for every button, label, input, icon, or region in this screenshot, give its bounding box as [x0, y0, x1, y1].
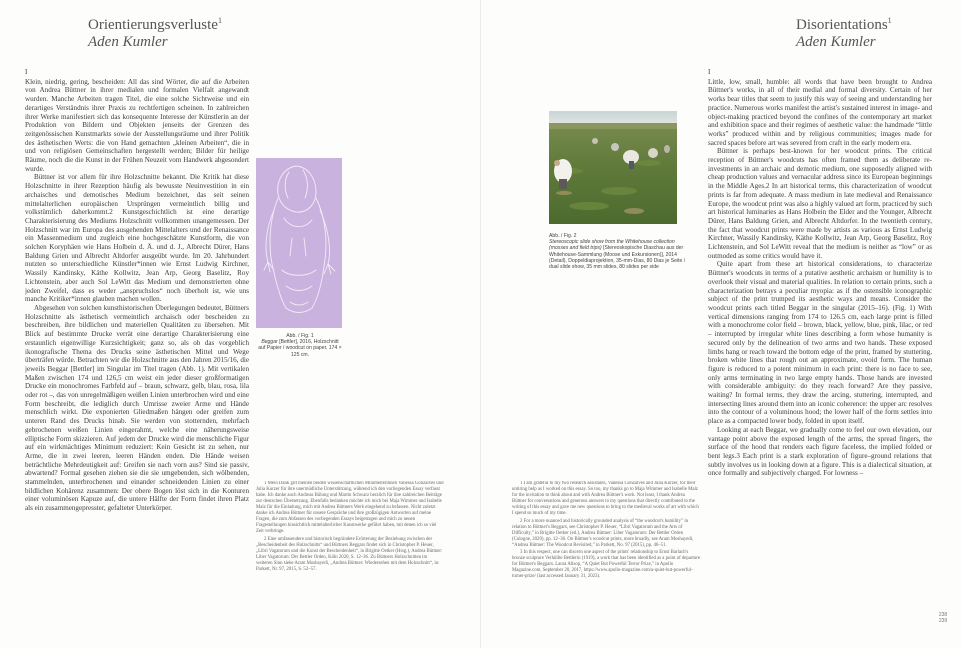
left-footnote-2: 2 Eine umfassendere und historisch begründete Erörterung der Beziehung zwischen der „Bescheidenheit des Holzschnitts“ und Büttners Beggars findet sich in Christopher P. Heuer, „Libri Vagatorum und die Kunst der Bescheidenheit“, in Brigitte Oetker (Hrsg.), Andrea Büttner: Liber Vagatorum: Der Bettler Orden, Köln 2020, S. 12–36. Zu Büttners Holzschnitten im weiteren Sinn siehe Aram Moshayedi, „Andrea Büttner: Wiedersehen mit dem Holzschnitt“, in: Parkett, Nr. 97, 2015, S. 52–57. [256, 536, 443, 572]
figure-2-label: Abb. / Fig. 2 [549, 233, 577, 239]
right-title-footnote-ref: 1 [887, 16, 892, 25]
figure-1-beggar-woodcut [256, 158, 342, 328]
page-number-left: 238 [938, 612, 948, 618]
figure-2-title: Stereoscopic slide show from the Whitehouse collection (mosses and field trips) [549, 239, 675, 252]
figure-1-caption-text: [Bettler], 2016, Holzschnitt auf Papier / woodcut on paper, 174 × 125 cm. [258, 339, 342, 358]
page-gutter [480, 0, 481, 648]
right-footnote-3: 3 In this respect, one can discern one aspect of the prints' relationship to Ernst Barlach's bronze sculpture Verhüllte Bettlerin (1919), a work that has been identified as a point of departure for Büttner's Beggars. Laura Allsop, “A Quiet But Powerful Terror Prize,” in Apollo Magazine.com, September 20, 2017, https://www.apollo-magazine.com/a-quiet-but-powerful-turner-prize/ (last accessed January 31, 2023). [512, 550, 700, 579]
field-trip-photo-image [549, 111, 677, 224]
right-paragraph-2: Büttner is perhaps best-known for her woodcut prints. The critical reception of Büttner's woodcuts has often framed them as deliberate re-investments in an archaic and demotic medium, one supposedly aligned with cheap production values and vernacular address since its European beginnings in the Middle Ages.2 In art historical terms, this characterization of woodcut prints is far from adequate. A mass medium in late medieval and Renaissance Europe, the woodcut print was also a highly valued art form, practiced by such art historical luminaries as Hans Holbein the Elder and the Younger, Albrecht Dürer, Hans Baldung Grien, and Albrecht Altdorfer. In the twentieth century, the fact that woodcut prints were made by artists as various as Ernst Ludwig Kirchner, Wassily Kandinsky, Käthe Kollwitz, Jean Arp, Georg Baselitz, Roy Lichtenstein, and Sol LeWitt reveal that the medium is neither as “low” or as outmoded as some critics would have it. [708, 147, 932, 260]
figure-1-label: Abb. / Fig. 1 [286, 333, 314, 339]
page-number-right: 239 [938, 618, 948, 624]
left-title-text: Orientierungsverluste [88, 17, 218, 33]
left-section-number: I [25, 68, 28, 76]
right-footnotes [512, 481, 700, 582]
page-numbers [936, 612, 950, 624]
figure-2-caption [549, 233, 689, 270]
left-footnotes [256, 481, 444, 574]
left-article-title [88, 17, 278, 51]
left-footnote-1: 1 Mein Dank gilt meinen beiden wissenschaftlichen Mitarbeiterinnen Vanessa Gonzalves und Julia Kurzer für ihre unermüdliche Unterstützung, während ich den vorliegenden Essay verfasst habe. Ich danke auch Andreas Bülung und Martin Schwarz herzlich für ihre zahlreichen Beiträge zur deutschen Übersetzung. Ebenfalls bedanken möchte ich mich bei Maja Wimmer und Isabelle Malz für die Einladung, mich mit Andrea Büttners Werk eingehend zu befassen. Nicht zuletzt danke ich Andrea Büttner für unsere Gespräche und ihre großzügigen Antworten auf meine Fragen, die zum Abfassen des vorliegenden Essays beigetragen und mich zu neuen Fragestellungen hinsichtlich mittelalterlicher Kunstwerke geführt haben, mit denen ich so viel Zeit verbringe. [256, 481, 444, 534]
left-paragraph-1: Klein, niedrig, gering, bescheiden: All das sind Wörter, die auf die Arbeiten von Andrea Büttner in ihrer medialen und formalen Vielfalt angewandt wurden. Manche Arbeiten tragen Titel, die eine solche Sichtweise und ein derartiges Verständnis ihrer Praxis zu rechtfertigen scheinen. In zahlreichen ihrer Werke manifestiert sich das konsequente Interesse der Künstlerin an der Produktion von Bildern und Objekten jenseits der Grenzen des zeitgenössischen Kunstmarkts sowie der Ausstellungsräume und ihrer Politik des ästhetischen Werts: die von Hand gemachten „kleinen Arbeiten“, die in und von religiösen Gemeinschaften hergestellt werden; Bilder für heilige Räume, noch die die Kunst in der Frühen Neuzeit vom Handwerk abgesondert wurde. [25, 77, 249, 173]
left-paragraph-2: Büttner ist vor allem für ihre Holzschnitte bekannt. Die Kritik hat diese Holzschnitte in ihrer Rezeption häufig als bewusste Neuinvestition in ein archaisches und demotisches Medium bezeichnet, das seit seinen mittelalterlichen europäischen Ursprüngen vermeintlich billig und volkstümlich daherkommt.2 Kunstgeschichtlich ist eine derartige Charakterisierung des Mediums Holzschnitt vollkommen unangemessen. Der Holzschnitt war im Europa des ausgehenden Mittelalters und der Renaissance ein Massenmedium und zugleich eine hochgeschätzte Kunstform, die von solchen Koryphäen wie Hans Holbein d. Ä. und d. J., Albrecht Dürer, Hans Baldung Grien und Albrecht Altdorfer ausgeübt wurde. Im 20. Jahrhundert nutzten so unterschiedliche Künstler*innen wie Ernst Ludwig Kirchner, Wassily Kandinsky, Käthe Kollwitz, Jean Arp, Georg Baselitz, Roy Lichtenstein, aber auch Sol LeWitt das Medium und demonstrierten ohne jeden Zweifel, dass es weder „anspruchslos“ noch überholt ist, wie uns manche Kritiker*innen glauben machen wollen. [25, 173, 249, 304]
right-footnote-2: 2 For a more nuanced and historically grounded analysis of “the woodcut's humility” in relation to Büttner's Beggars, see Christopher P. Heuer, “Libri Vagatorum and the Arts of Difficulty,” in Brigitte Oetker (ed.), Andrea Büttner: Liber Vagatorum: Der Bettler Orden (Cologne, 2020), pp. 12–36. On Büttner's woodcut prints, more broadly, see Aram Moshayedi, “Andrea Büttner: The Woodcut Revisited,” in Parkett, No. 97 (2015), pp. 46–51. [512, 518, 694, 548]
figure-1-title: Beggar [261, 339, 278, 346]
right-paragraph-4: Looking at each Beggar, we gradually come to feel our own elevation, our vantage point above the exposed length of the arms, the spread fingers, the surface of the hood that renders each figure faceless, the implied folded or bent legs.3 Each print is a stark exploration of figure–ground relations that subtly involves us in looking down at a figure. This is a dialectical situation, at once formally and subjectively charged. For lowness – [708, 425, 932, 478]
right-body-column [708, 68, 932, 478]
figure-1-caption [258, 333, 342, 358]
right-footnote-1: 1 I am grateful to my two research assistants, Vanessa Gonzalves and Julia Kurzer, for their untiring help as I worked on this essay. So too, my thanks go to Maja Wimmer and Isabelle Malz for the invitation to think about and with Andrea Büttner's work. Not least, I thank Andrea Büttner for conversations and generous answers to my questions that directly contributed to the writing of this essay and gave me new questions to bring to the medieval works of art with which I spend so much of my time. [512, 481, 699, 516]
right-author: Aden Kumler [796, 34, 876, 50]
left-paragraph-3: Abgesehen von solchen kunsthistorischen Überlegungen bedeutet, Büttners Holzschnitte als ästhetisch vermeintlich archaisch oder bescheiden zu beschreiben, ihre bildlichen und materiellen Qualitäten zu übersehen. Mit Blick auf bestimmte Drucke verrät eine derartige Charakterisierung eine erstaunlich eigenwillige Kurzsichtigkeit; ganz so, als ob das vorgeblich ikonografische Thema des Drucks seine ästhetischen Mittel und Wege überträfen würde. Betrachten wir die Holzschnitte aus den Jahren 2015/16, die jeweils Beggar [Bettler] im Singular im Titel tragen (Abb. 1). Mit vertikalen Maßen zwischen 174 und 126,5 cm weist ein jeder dieser großformatigen Drucke ein monochromes Farbfeld auf – braun, schwarz, gelb, blau, rosa, lila oder rot –, das von unregelmäßigen weißen Linien unterbrochen wird und eine Form beschreibt, die lediglich durch Umrisse zweier Arme und Hände menschlich wirkt. Die exponierten Gliedmaßen hängen oder greifen zum unteren Rand des Drucks hinab. Sie werden von stotternden, mehrfach gebrochenen weißen Linien eingerahmt, welche eine näherungsweise elliptische Form skizzieren. Auf jedem der Drucke wird die menschliche Figur auf ein wirkmächtiges Minimum reduziert: Kein Gesicht ist zu sehen, nur Arme, die in zwei leeren, leeren Händen enden. Die Hände weisen beträchtliche Mehrdeutigkeit auf: Greifen sie nach vorn aus? Sind sie passiv, abwartend? Formal gesehen ziehen sie die sie umgebenden, sich wölbenden, stammelnden, unterbrochenen und einander schneidenden Linien zu einer bildlichen Kohärenz zusammen: Der obere Bogen löst sich in die Konturen einer voluminösen Kapuze auf, die untere Hälfte der Form findet ihren Platz als ein zusammengepresster, gefalteter Unterkörper. [25, 303, 249, 513]
left-title-footnote-ref: 1 [217, 16, 222, 25]
figure-2-caption-text: [Stereoskopische Diaschau aus der Whitehouse-Sammlung (Moose und Exkursionen)], 2014 (Detail), Doppeldiaprojektion, 35-mm-Dias, 80 Dias je Seite / dual slide show, 35 mm slides, 80 slides per side [549, 245, 686, 271]
right-paragraph-3: Quite apart from these art historical considerations, to characterize Büttner's woodcuts in terms of a putative aesthetic archaism or humility is to overlook their visual and material qualities. In relation to certain prints, such a characterization betrays a peculiar myopia: as if the ostensible iconographic subject of the print trumped its aesthetic ways and means. Consider the woodcut prints each titled Beggar in the singular (2015–16). (Fig. 1) With vertical dimensions ranging from 174 to 126.5 cm, each large print is filled with a monochrome color field – brown, black, yellow, blue, pink, lilac, or red – interrupted by irregular white lines describing a form whose humanity is secured only by the delineation of two arms and two hands. These exposed limbs hang or reach toward the bottom edge of the print, framed by stuttering, broken white lines that rough out an approximate, ovoid form. The human figure is reduced to a potent minimum in each print: there is no face to see, only arms terminating in two large empty hands. Those hands are invested with considerable ambiguity: do they reach forward? Are they passive, waiting? In formal terms, they draw the arcing, stuttering, interrupted, and intersecting lines around them into an iconic coherence: the upper arc resolves into the contour of a voluminous hood; the lower half of the form settles into place as a compacted lower body, folded in upon itself. [708, 260, 932, 426]
left-body-column [25, 68, 249, 513]
figure-2-field-trip-photo [549, 111, 677, 224]
right-title-text: Disorientations [796, 17, 888, 33]
beggar-figure-drawing [256, 158, 342, 328]
right-section-number: I [708, 68, 711, 76]
right-paragraph-1: Little, low, small, humble: all words that have been brought to Andrea Büttner's works, in all of their medial and formal diversity. Certain of her works bear titles that seem to justify this way of seeing and understanding her practice. Numerous works manifest the artist's sustained interest in image- and object-making practiced beyond the confines of the contemporary art market and exhibition space and their regimes of aesthetic value: the handmade “little works” produced within and by religious communities; images made for sacred spaces before art was severed from craft in the early modern era. [708, 77, 932, 147]
left-author: Aden Kumler [88, 34, 168, 50]
right-article-title [796, 17, 946, 51]
